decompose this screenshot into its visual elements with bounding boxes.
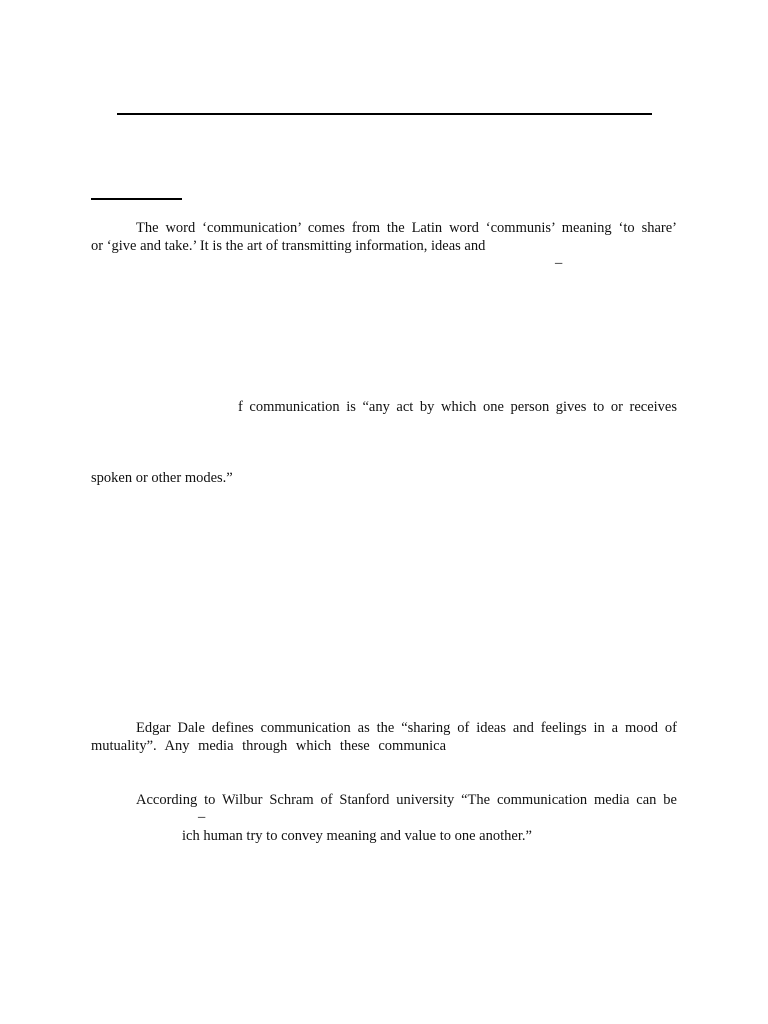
paragraph-2-line-1: f communication is “any act by which one person gives to or receives [238,399,677,415]
paragraph-3-line-1: Edgar Dale defines communication as the “sharing of ideas and feelings in a mood of [136,720,677,736]
paragraph-3-line-2: mutuality”. Any media through which these communica [91,738,446,754]
paragraph-1-line-1: The word ‘communication’ comes from the Latin word ‘communis’ meaning ‘to share’ [136,220,677,236]
paragraph-4-line-2: ich human try to convey meaning and value to one another.” [182,828,532,844]
paragraph-4-line-1: According to Wilbur Schram of Stanford university “The communication media can be [136,792,677,808]
paragraph-1-dash: – [555,255,563,271]
paragraph-1-line-2: or ‘give and take.’ It is the art of transmitting information, ideas and [91,238,486,254]
paragraph-2-line-2: spoken or other modes.” [91,470,233,486]
title-underline [117,113,652,115]
paragraph-4-dash: – [198,809,206,825]
heading-underline [91,198,182,200]
